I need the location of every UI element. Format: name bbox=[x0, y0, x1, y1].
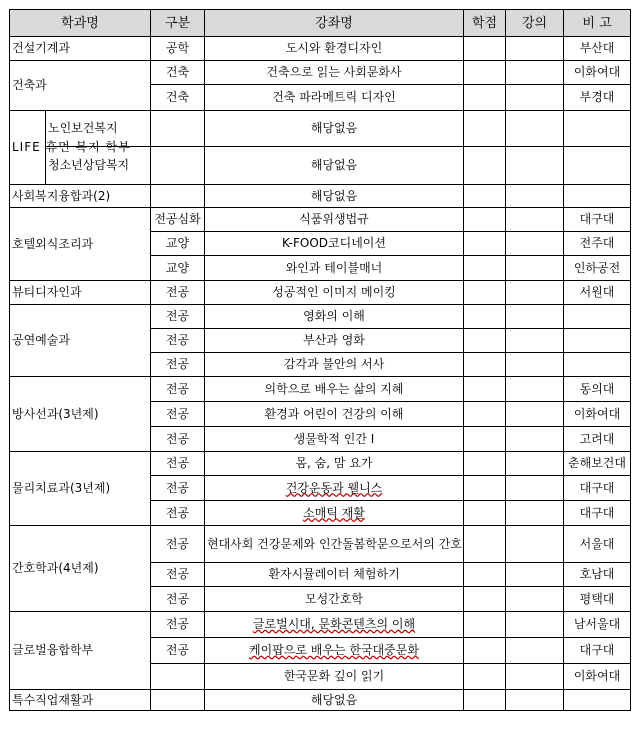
dept-cell: 간호학과(4년제) bbox=[10, 526, 151, 612]
note-cell bbox=[564, 353, 631, 377]
course-cell: 영화의 이해 bbox=[205, 305, 464, 329]
course-cell: 해당없음 bbox=[205, 111, 464, 147]
note-cell: 평택대 bbox=[564, 587, 631, 612]
header-type: 구분 bbox=[151, 10, 205, 37]
type-cell: 건축 bbox=[151, 61, 205, 85]
type-cell: 전공심화 bbox=[151, 208, 205, 232]
credits-cell bbox=[464, 427, 506, 452]
lecture-cell bbox=[506, 61, 564, 85]
lecture-cell bbox=[506, 563, 564, 587]
course-cell: 도시와 환경디자인 bbox=[205, 37, 464, 61]
lecture-cell bbox=[506, 353, 564, 377]
credits-cell bbox=[464, 690, 506, 711]
credits-cell bbox=[464, 638, 506, 664]
table-row bbox=[10, 612, 631, 638]
note-cell: 서울대 bbox=[564, 526, 631, 563]
type-cell: 전공 bbox=[151, 281, 205, 305]
type-cell: 전공 bbox=[151, 452, 205, 476]
note-cell: 호남대 bbox=[564, 563, 631, 587]
course-text: 소매틱 재활 bbox=[303, 505, 365, 520]
table-row bbox=[10, 690, 631, 711]
type-cell: 공학 bbox=[151, 37, 205, 61]
note-cell: 서원대 bbox=[564, 281, 631, 305]
lecture-cell bbox=[506, 329, 564, 353]
credits-cell bbox=[464, 563, 506, 587]
credits-cell bbox=[464, 402, 506, 427]
course-cell: 해당없음 bbox=[205, 147, 464, 185]
course-cell: 와인과 테이블매너 bbox=[205, 256, 464, 281]
table-row bbox=[10, 281, 631, 305]
course-cell: 의학으로 배우는 삶의 지혜 bbox=[205, 377, 464, 402]
lecture-cell bbox=[506, 281, 564, 305]
lecture-cell bbox=[506, 256, 564, 281]
sub-dept-cell: 노인보건복지 bbox=[46, 111, 151, 147]
credits-cell bbox=[464, 587, 506, 612]
table-row bbox=[10, 526, 631, 563]
note-cell bbox=[564, 690, 631, 711]
credits-cell bbox=[464, 452, 506, 476]
dept-cell: 방사선과(3년제) bbox=[10, 377, 151, 452]
lecture-cell bbox=[506, 111, 564, 147]
note-cell: 대구대 bbox=[564, 208, 631, 232]
lecture-cell bbox=[506, 452, 564, 476]
course-text: 글로벌시대, 문화콘텐츠의 이해 bbox=[252, 617, 416, 631]
life-group-label: LIFE 휴먼 복지 학부 bbox=[10, 111, 46, 185]
note-cell: 인하공전 bbox=[564, 256, 631, 281]
type-cell: 전공 bbox=[151, 526, 205, 563]
dept-cell: 호텔외식조리과 bbox=[10, 208, 151, 281]
type-cell: 전공 bbox=[151, 638, 205, 664]
header-credits: 학점 bbox=[464, 10, 506, 37]
credits-cell bbox=[464, 37, 506, 61]
course-cell: 건축 파라메트릭 디자인 bbox=[205, 85, 464, 111]
credits-cell bbox=[464, 329, 506, 353]
type-cell: 전공 bbox=[151, 377, 205, 402]
type-cell: 전공 bbox=[151, 612, 205, 638]
course-cell: 몸, 숨, 맘 요가 bbox=[205, 452, 464, 476]
course-cell: 해당없음 bbox=[205, 690, 464, 711]
note-cell: 이화여대 bbox=[564, 402, 631, 427]
credits-cell bbox=[464, 526, 506, 563]
note-cell: 대구대 bbox=[564, 638, 631, 664]
type-cell: 전공 bbox=[151, 501, 205, 526]
table-row bbox=[10, 185, 631, 208]
lecture-cell bbox=[506, 690, 564, 711]
lecture-cell bbox=[506, 377, 564, 402]
table-row bbox=[10, 61, 631, 85]
dept-cell: 특수직업재활과 bbox=[10, 690, 151, 711]
header-row bbox=[10, 10, 631, 37]
type-cell: 전공 bbox=[151, 476, 205, 501]
dept-cell: 공연예술과 bbox=[10, 305, 151, 377]
dept-cell: 건설기계과 bbox=[10, 37, 151, 61]
lecture-cell bbox=[506, 526, 564, 563]
type-cell: 교양 bbox=[151, 232, 205, 256]
credits-cell bbox=[464, 208, 506, 232]
note-cell: 고려대 bbox=[564, 427, 631, 452]
credits-cell bbox=[464, 61, 506, 85]
table-row bbox=[10, 37, 631, 61]
type-cell bbox=[151, 147, 205, 185]
note-cell bbox=[564, 111, 631, 147]
type-cell: 전공 bbox=[151, 427, 205, 452]
lecture-cell bbox=[506, 476, 564, 501]
lecture-cell bbox=[506, 612, 564, 638]
course-cell: 생물학적 인간 I bbox=[205, 427, 464, 452]
type-cell: 전공 bbox=[151, 305, 205, 329]
course-text: 건강운동과 웰니스 bbox=[285, 480, 383, 495]
note-cell: 이화여대 bbox=[564, 61, 631, 85]
lecture-cell bbox=[506, 85, 564, 111]
table-row bbox=[10, 305, 631, 329]
credits-cell bbox=[464, 305, 506, 329]
course-cell: 감각과 불안의 서사 bbox=[205, 353, 464, 377]
dept-cell: 물리치료과(3년제) bbox=[10, 452, 151, 526]
course-table bbox=[9, 9, 631, 711]
type-cell: 전공 bbox=[151, 402, 205, 427]
course-cell: 부산과 영화 bbox=[205, 329, 464, 353]
type-cell bbox=[151, 664, 205, 690]
course-cell: 환자시뮬레이터 체험하기 bbox=[205, 563, 464, 587]
course-cell: 모성간호학 bbox=[205, 587, 464, 612]
credits-cell bbox=[464, 377, 506, 402]
dept-cell: 뷰티디자인과 bbox=[10, 281, 151, 305]
course-cell bbox=[205, 612, 464, 638]
credits-cell bbox=[464, 185, 506, 208]
note-cell: 동의대 bbox=[564, 377, 631, 402]
type-cell: 건축 bbox=[151, 85, 205, 111]
course-cell bbox=[205, 476, 464, 501]
credits-cell bbox=[464, 612, 506, 638]
credits-cell bbox=[464, 501, 506, 526]
header-course: 강좌명 bbox=[205, 10, 464, 37]
course-cell bbox=[205, 501, 464, 526]
note-cell bbox=[564, 185, 631, 208]
course-cell: 한국문화 깊이 읽기 bbox=[205, 664, 464, 690]
lecture-cell bbox=[506, 147, 564, 185]
note-cell: 부경대 bbox=[564, 85, 631, 111]
credits-cell bbox=[464, 147, 506, 185]
lecture-cell bbox=[506, 232, 564, 256]
note-cell bbox=[564, 147, 631, 185]
note-cell bbox=[564, 305, 631, 329]
type-cell bbox=[151, 185, 205, 208]
lecture-cell bbox=[506, 427, 564, 452]
note-cell: 부산대 bbox=[564, 37, 631, 61]
lecture-cell bbox=[506, 501, 564, 526]
table-row bbox=[10, 377, 631, 402]
credits-cell bbox=[464, 281, 506, 305]
note-cell: 대구대 bbox=[564, 501, 631, 526]
course-cell: K-FOOD코디네이션 bbox=[205, 232, 464, 256]
dept-cell: 사회복지융합과(2) bbox=[10, 185, 151, 208]
lecture-cell bbox=[506, 305, 564, 329]
note-cell bbox=[564, 329, 631, 353]
course-cell: 해당없음 bbox=[205, 185, 464, 208]
dept-cell: 글로벌융합학부 bbox=[10, 612, 151, 690]
type-cell: 교양 bbox=[151, 256, 205, 281]
table-row bbox=[10, 452, 631, 476]
type-cell bbox=[151, 690, 205, 711]
lecture-cell bbox=[506, 638, 564, 664]
course-cell: 건축으로 읽는 사회문화사 bbox=[205, 61, 464, 85]
note-cell: 남서울대 bbox=[564, 612, 631, 638]
type-cell: 전공 bbox=[151, 563, 205, 587]
credits-cell bbox=[464, 256, 506, 281]
lecture-cell bbox=[506, 664, 564, 690]
dept-cell: 건축과 bbox=[10, 61, 151, 111]
type-cell: 전공 bbox=[151, 587, 205, 612]
note-cell: 대구대 bbox=[564, 476, 631, 501]
credits-cell bbox=[464, 664, 506, 690]
lecture-cell bbox=[506, 402, 564, 427]
course-cell: 환경과 어린이 건강의 이해 bbox=[205, 402, 464, 427]
credits-cell bbox=[464, 85, 506, 111]
course-text: 케이팝으로 배우는 한국대중문화 bbox=[249, 643, 419, 657]
header-dept: 학과명 bbox=[10, 10, 151, 37]
note-cell: 춘해보건대 bbox=[564, 452, 631, 476]
course-cell: 식품위생법규 bbox=[205, 208, 464, 232]
header-lecture: 강의 bbox=[506, 10, 564, 37]
type-cell: 전공 bbox=[151, 329, 205, 353]
note-cell: 전주대 bbox=[564, 232, 631, 256]
table-row bbox=[10, 111, 631, 147]
lecture-cell bbox=[506, 587, 564, 612]
sub-dept-cell: 청소년상담복지 bbox=[46, 147, 151, 185]
course-cell: 현대사회 건강문제와 인간돌봄학문으로서의 간호 bbox=[205, 526, 464, 563]
credits-cell bbox=[464, 111, 506, 147]
lecture-cell bbox=[506, 185, 564, 208]
lecture-cell bbox=[506, 37, 564, 61]
table-row bbox=[10, 208, 631, 232]
type-cell: 전공 bbox=[151, 353, 205, 377]
course-cell: 성공적인 이미지 메이킹 bbox=[205, 281, 464, 305]
note-cell: 이화여대 bbox=[564, 664, 631, 690]
course-cell bbox=[205, 638, 464, 664]
header-note: 비 고 bbox=[564, 10, 631, 37]
lecture-cell bbox=[506, 208, 564, 232]
type-cell bbox=[151, 111, 205, 147]
credits-cell bbox=[464, 353, 506, 377]
credits-cell bbox=[464, 232, 506, 256]
credits-cell bbox=[464, 476, 506, 501]
